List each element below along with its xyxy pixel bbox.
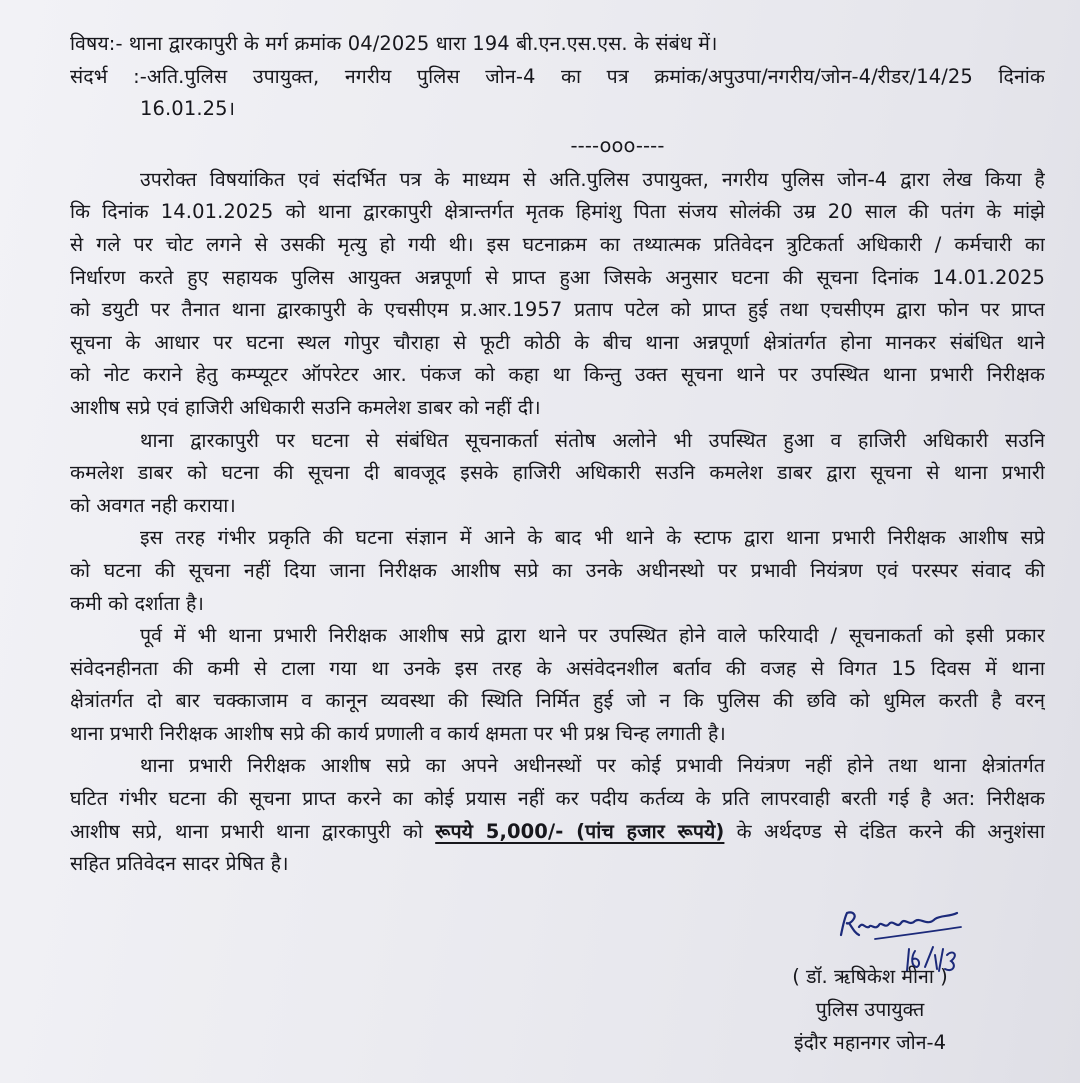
paragraph-line: इस तरह गंभीर प्रकृति की घटना संज्ञान में आने के बाद भी थाने के स्टाफ द्वारा थाना प्रभारी निरीक्षक आशीष सप्रे xyxy=(140,526,1045,550)
paragraph-line: कमी को दर्शाता है। xyxy=(70,591,204,615)
letter-body xyxy=(70,28,1045,881)
paragraph-line: कि दिनांक 14.01.2025 को थाना द्वारकापुरी क्षेत्रान्तर्गत मृतक हिमांशु पिता संजय सोलंकी उम्र 20 साल की पतंग के मांझे xyxy=(70,200,1045,224)
signatory-block xyxy=(770,960,1010,1059)
paragraph-line: थाना प्रभारी निरीक्षक आशीष सप्रे का अपने अधीनस्थों पर कोई प्रभावी नियंत्रण नहीं होने तथा थाना क्षेत्रांतर्गत xyxy=(140,754,1045,778)
paragraph-1 xyxy=(70,164,1045,425)
penalty-line xyxy=(70,816,1045,849)
paragraph-line: सूचना के आधार पर घटना स्थल गोपुर चौराहा से फूटी कोठी के बीच थाना अन्नपूर्णा क्षेत्रांतर्गत होना मानकर संबंधित थाने xyxy=(70,330,1045,354)
paragraph-line: सहित प्रतिवेदन सादर प्रेषित है। xyxy=(70,852,289,876)
paragraph-line: को घटना की सूचना नहीं दिया जाना निरीक्षक आशीष सप्रे का उनके अधीनस्थो पर प्रभावी नियंत्रण एवं परस्पर संवाद की xyxy=(70,558,1045,582)
paragraph-line: संवेदनहीनता की कमी से टाला गया था उनके इस तरह के असंवेदनशील बर्ताव की वजह से विगत 15 दिवस में थाना xyxy=(70,656,1045,680)
signatory-designation: पुलिस उपायुक्त xyxy=(815,998,925,1021)
paragraph-line: निर्धारण करते हुए सहायक पुलिस आयुक्त अन्नपूर्णा से प्राप्त हुआ जिसके अनुसार घटना की सूचना दिनांक 14.01.2025 xyxy=(70,265,1045,289)
paragraph-2 xyxy=(70,425,1045,523)
penalty-amount: रूपये 5,000/- (पांच हजार रूपये) xyxy=(435,819,725,843)
section-divider: ----ooo---- xyxy=(570,133,665,157)
paragraph-line: कमलेश डाबर को घटना की सूचना दी बावजूद इसके हाजिरी अधिकारी सउनि कमलेश डाबर द्वारा सूचना से थाना प्रभारी xyxy=(70,461,1045,485)
paragraph-line: से गले पर चोट लगने से उसकी मृत्यु हो गयी थी। इस घटनाक्रम का तथ्यात्मक प्रतिवेदन त्रुटिकर्ता अधिकारी / कर्मचारी का xyxy=(70,232,1045,256)
paragraph-line: उपरोक्त विषयांकित एवं संदर्भित पत्र के माध्यम से अति.पुलिस उपायुक्त, नगरीय पुलिस जोन-4 द्वारा लेख किया है xyxy=(140,167,1045,191)
paragraph-4 xyxy=(70,620,1045,750)
penalty-line-start: आशीष सप्रे, थाना प्रभारी थाना द्वारकापुरी को xyxy=(70,819,436,843)
paragraph-line: आशीष सप्रे एवं हाजिरी अधिकारी सउनि कमलेश डाबर को नहीं दी। xyxy=(70,395,541,419)
reference-date: 16.01.25। xyxy=(140,97,236,121)
paragraph-line: को डयुटी पर तैनात थाना द्वारकापुरी के एचसीएम प्र.आर.1957 प्रताप पटेल को प्राप्त हुई तथा एचसीएम द्वारा फोन पर प्राप्त xyxy=(70,298,1045,322)
penalty-line-end: के अर्थदण्ड से दंडित करने की अनुशंसा xyxy=(724,819,1045,843)
subject-line: विषय:- थाना द्वारकापुरी के मर्ग क्रमांक 04/2025 धारा 194 बी.एन.एस.एस. के संबंध में। xyxy=(70,32,718,55)
paragraph-5 xyxy=(70,750,1045,880)
paragraph-line: घटित गंभीर घटना की सूचना प्राप्त करने का कोई प्रयास नहीं कर पदीय कर्तव्य के प्रति लापरवाही बरती गई है अत: निरीक्षक xyxy=(70,787,1045,811)
paragraph-line: थाना प्रभारी निरीक्षक आशीष सप्रे की कार्य प्रणाली व कार्य क्षमता पर भी प्रश्न चिन्ह लगाती है। xyxy=(70,721,726,745)
signatory-office: इंदौर महानगर जोन-4 xyxy=(794,1031,946,1054)
paragraph-3 xyxy=(70,522,1045,620)
paragraph-line: को अवगत नही कराया। xyxy=(70,493,236,517)
paragraph-line: थाना द्वारकापुरी पर घटना से संबंधित सूचनाकर्ता संतोष अलोने भी उपस्थित हुआ व हाजिरी अधिकारी सउनि xyxy=(140,428,1045,452)
reference-line: संदर्भ :-अति.पुलिस उपायुक्त, नगरीय पुलिस जोन-4 का पत्र क्रमांक/अपुउपा/नगरीय/जोन-4/रीडर/14/25 दिनांक xyxy=(70,64,1045,88)
paragraph-line: को नोट कराने हेतु कम्प्यूटर ऑपरेटर आर. पंकज को कहा था किन्तु उक्त सूचना थाने पर उपस्थित थाना प्रभारी निरीक्षक xyxy=(70,363,1045,387)
signatory-name: ( डॉ. ऋषिकेश मीना ) xyxy=(792,965,948,988)
paragraph-line: पूर्व में भी थाना प्रभारी निरीक्षक आशीष सप्रे द्वारा थाने पर उपस्थित होने वाले फरियादी / सूचनाकर्ता को इसी प्रकार xyxy=(140,624,1045,648)
paragraph-line: क्षेत्रांतर्गत दो बार चक्काजाम व कानून व्यवस्था की स्थिति निर्मित हुई जो न कि पुलिस की छवि को धुमिल करती है वरन् xyxy=(70,689,1045,713)
